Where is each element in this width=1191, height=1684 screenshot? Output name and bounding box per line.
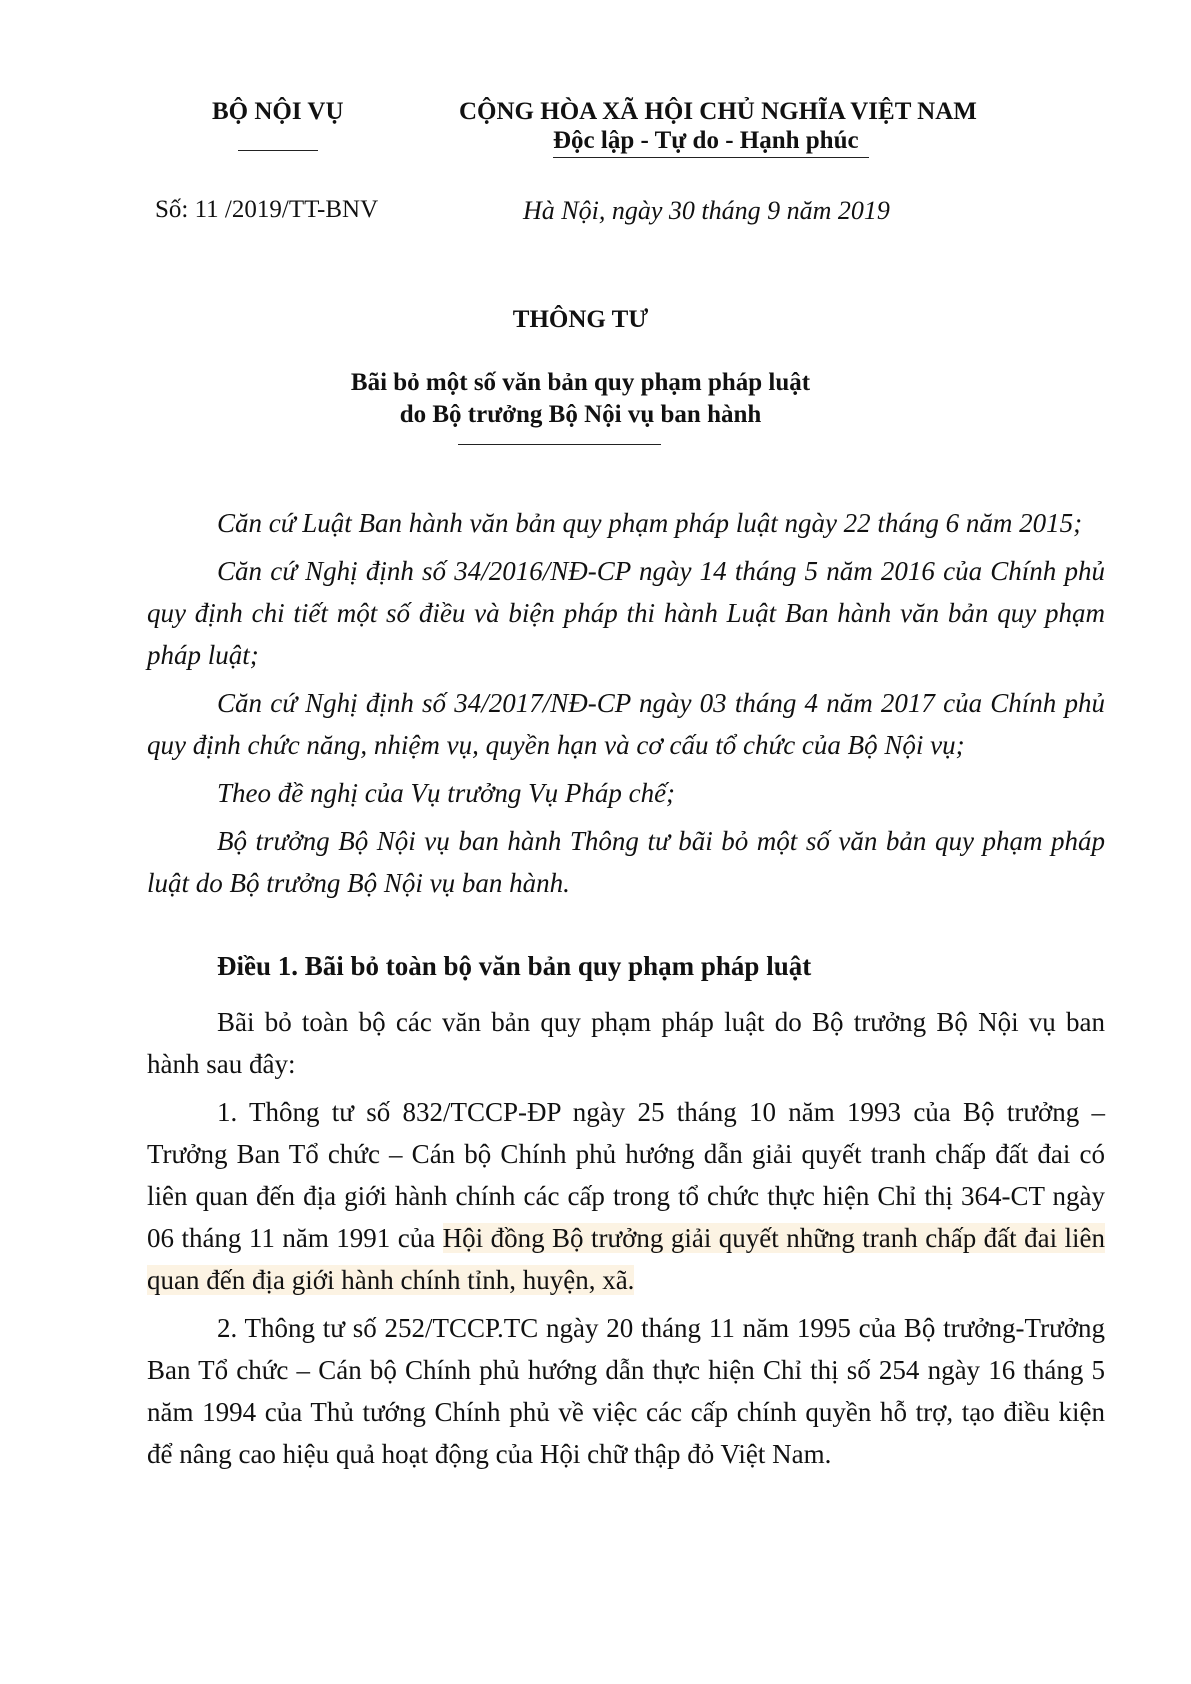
- article-1-intro: Bãi bỏ toàn bộ các văn bản quy phạm pháp luật do Bộ trưởng Bộ Nội vụ ban hành sau đây:: [147, 1007, 1105, 1079]
- preamble-paragraph: Căn cứ Nghị định số 34/2017/NĐ-CP ngày 03 tháng 4 năm 2017 của Chính phủ quy định chức năng, nhiệm vụ, quyền hạn và cơ cấu tổ chức của Bộ Nội vụ;: [147, 688, 1105, 760]
- title-underline: [458, 444, 661, 445]
- preamble-paragraph: Theo đề nghị của Vụ trưởng Vụ Pháp chế;: [217, 778, 676, 808]
- article-1-item-1: [147, 1091, 1105, 1301]
- item-1-text: 1. Thông tư số 832/TCCP-ĐP ngày 25 tháng 10 năm 1993 của Bộ trưởng – Trưởng Ban Tổ chức – Cán bộ Chính phủ hướng dẫn giải quyết tranh chấp đất đai có liên quan đến địa giới hành chính các cấp trong tổ chức thực hiện Chỉ thị 364-CT ngày 06 tháng 11 năm 1991 của: [147, 1097, 1105, 1253]
- subtitle-line-1: Bãi bỏ một số văn bản quy phạm pháp luật: [350, 369, 811, 396]
- article-1-item-2: 2. Thông tư số 252/TCCP.TC ngày 20 tháng 11 năm 1995 của Bộ trưởng-Trưởng Ban Tổ chức – Cán bộ Chính phủ hướng dẫn thực hiện Chỉ thị số 254 ngày 16 tháng 5 năm 1994 của Thủ tướng Chính phủ về việc các cấp chính quyền hỗ trợ, tạo điều kiện để nâng cao hiệu quả hoạt động của Hội chữ thập đỏ Việt Nam.: [147, 1313, 1105, 1469]
- motto-underline: [553, 157, 869, 158]
- article-1-body: [147, 1001, 1105, 1475]
- document-subtitle: [0, 367, 1161, 431]
- national-motto: Độc lập - Tự do - Hạnh phúc: [553, 127, 859, 154]
- agency-name: BỘ NỘI VỤ: [212, 98, 344, 125]
- subtitle-line-2: do Bộ trưởng Bộ Nội vụ ban hành: [399, 401, 762, 428]
- document-number: Số: 11 /2019/TT-BNV: [155, 196, 379, 223]
- place-and-date: Hà Nội, ngày 30 tháng 9 năm 2019: [523, 196, 890, 225]
- preamble-paragraph: Căn cứ Nghị định số 34/2016/NĐ-CP ngày 14 tháng 5 năm 2016 của Chính phủ quy định chi tiết một số điều và biện pháp thi hành Luật Ban hành văn bản quy phạm pháp luật;: [147, 556, 1105, 670]
- country-name: CỘNG HÒA XÃ HỘI CHỦ NGHĨA VIỆT NAM: [459, 98, 977, 125]
- preamble: [147, 502, 1105, 904]
- preamble-paragraph: Căn cứ Luật Ban hành văn bản quy phạm pháp luật ngày 22 tháng 6 năm 2015;: [217, 508, 1083, 538]
- article-1-heading: Điều 1. Bãi bỏ toàn bộ văn bản quy phạm pháp luật: [217, 951, 812, 981]
- item-1-highlighted-text: Hội đồng Bộ trưởng giải quyết những tranh chấp đất đai liên quan đến địa giới hành chính tỉnh, huyện, xã.: [147, 1223, 1106, 1295]
- agency-underline: [238, 150, 318, 151]
- document-type-title: THÔNG TƯ: [512, 306, 649, 333]
- preamble-paragraph: Bộ trưởng Bộ Nội vụ ban hành Thông tư bãi bỏ một số văn bản quy phạm pháp luật do Bộ trưởng Bộ Nội vụ ban hành.: [147, 826, 1105, 898]
